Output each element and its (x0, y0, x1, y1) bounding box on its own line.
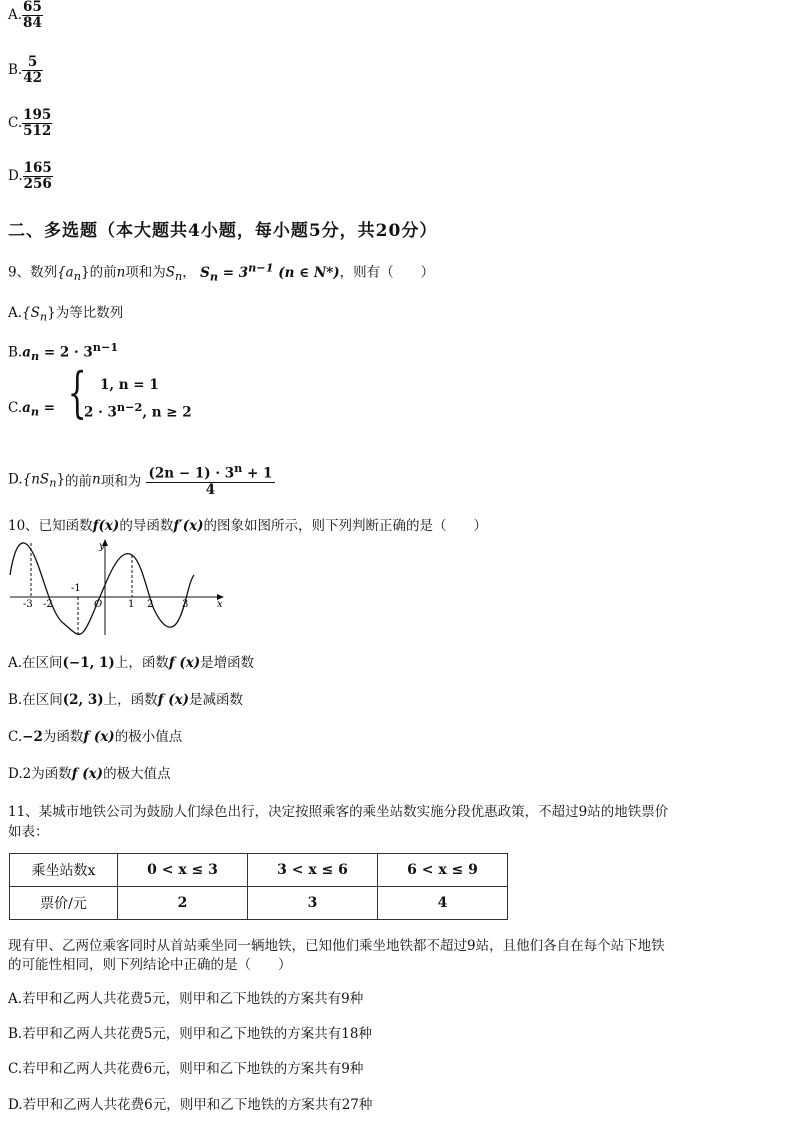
q11-option-b: B.若甲和乙两人共花费5元，则甲和乙下地铁的方案共有18种 (8, 1026, 372, 1042)
q9-option-c-case2: $2 \cdot 3^{n-2}$, n ≥ 2 (84, 400, 192, 421)
q10-option-c: C.−2为函数f (x)的极小值点 (8, 729, 183, 745)
q11-stem-line2: 如表： (8, 824, 49, 840)
label-x: x (217, 599, 223, 610)
q9-option-a: $A.\{S_n\}$为等比数列 (8, 305, 124, 324)
q10-stem: 10、已知函数f(x)的导函数f′(x)的图象如图所示，则下列判断正确的是（ ） (8, 518, 488, 534)
q11-stem-line1: 11、某城市地铁公司为鼓励人们绿色出行，决定按照乘客的乘坐站数实施分段优惠政策，不超过9站的地铁票价 (8, 804, 669, 820)
tick-neg3: -3 (23, 599, 33, 610)
table-header-cell: 0 < x ≤ 3 (118, 854, 248, 887)
table-header-cell: 乘坐站数x (10, 854, 118, 887)
q11-option-c: C.若甲和乙两人共花费6元，则甲和乙下地铁的方案共有9种 (8, 1061, 364, 1077)
q11-para-line2: 的可能性相同，则下列结论中正确的是（ ） (8, 957, 292, 973)
tick-neg2: -2 (43, 599, 53, 610)
fraction: $\frac{195}{512}$ (23, 107, 52, 139)
table-cell: 3 (248, 887, 378, 920)
q9-option-b: $B.a_n = 2 \cdot 3^{n-1}$ (8, 340, 119, 364)
table-header-cell: 3 < x ≤ 6 (248, 854, 378, 887)
q11-option-a: A.若甲和乙两人共花费5元，则甲和乙下地铁的方案共有9种 (8, 991, 364, 1007)
q9-option-c-brace: { (67, 361, 87, 424)
q10-option-b: B.在区间(2, 3)上，函数f (x)是减函数 (8, 692, 244, 708)
q10-option-d: D.2为函数f (x)的极大值点 (8, 766, 171, 782)
tick-2: 2 (147, 599, 154, 610)
q11-option-d: D.若甲和乙两人共花费6元，则甲和乙下地铁的方案共有27种 (8, 1097, 373, 1113)
table-row (10, 887, 508, 920)
q8-option-b: B. $\frac{5}{42}$ (8, 54, 43, 86)
fraction: $\frac{165}{256}$ (23, 160, 52, 192)
fare-table (9, 853, 508, 920)
q8-option-d: D. $\frac{165}{256}$ (8, 160, 52, 192)
q9-option-d-fraction: $\frac{(2n - 1) \cdot 3^n + 1}{4}$ (146, 461, 276, 498)
q9-formula: $S_n = 3^{n-1}$ (n ∈ N*) (200, 260, 340, 284)
q11-para-line1: 现有甲、乙两位乘客同时从首站乘坐同一辆地铁，已知他们乘坐地铁都不超过9站，且他们各自在每个站下地铁 (8, 938, 665, 954)
table-cell: 票价/元 (10, 887, 118, 920)
q9-stem: 9、数列$\{a_n\}$的前n项和为$S_n$， $S_n = 3^{n-1}$ (n ∈ N*)，则有（ ） (8, 260, 435, 284)
fraction: $\frac{65}{84}$ (23, 0, 42, 31)
label-origin: O (94, 599, 103, 610)
tick-3: 3 (182, 599, 189, 610)
q9-option-c: $C.a_n$ = (8, 400, 56, 419)
table-header-cell: 6 < x ≤ 9 (378, 854, 508, 887)
label-y: y (99, 541, 105, 552)
fraction: $\frac{5}{42}$ (23, 54, 43, 86)
q10-option-a: A.在区间(−1, 1)上，函数f (x)是增函数 (8, 655, 255, 671)
table-cell: 4 (378, 887, 508, 920)
section-title: 二、多选题（本大题共4小题，每小题5分，共20分） (8, 221, 438, 241)
derivative-curve (10, 543, 194, 634)
table-cell: 2 (118, 887, 248, 920)
q9-option-d: $D.\{nS_n\}$的前n项和为 $\frac{(2n - 1) \cdot 3^n + 1}{4}$ (8, 461, 275, 498)
table-row (10, 854, 508, 887)
tick-neg1: -1 (71, 583, 81, 594)
q8-option-a: A. $\frac{65}{84}$ (8, 0, 42, 31)
q8-option-c: C. $\frac{195}{512}$ (8, 107, 52, 139)
tick-1: 1 (128, 599, 135, 610)
derivative-graph (8, 535, 230, 640)
q9-option-c-case1: 1, n = 1 (100, 377, 159, 393)
